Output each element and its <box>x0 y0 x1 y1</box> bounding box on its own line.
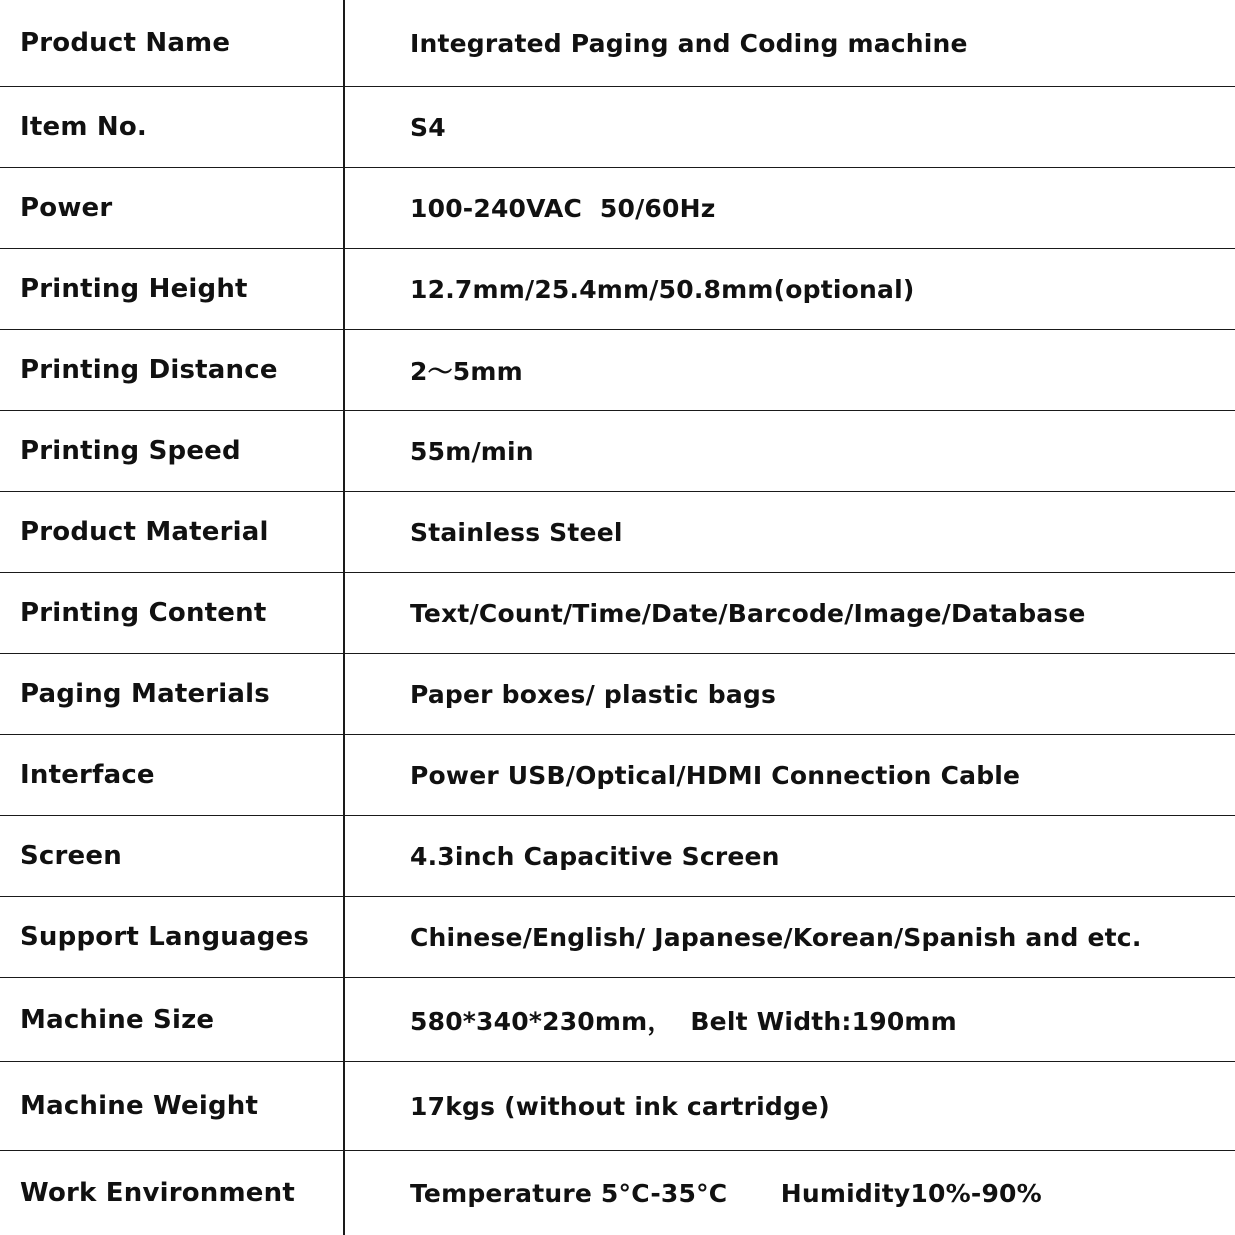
spec-value: Stainless Steel <box>410 517 623 547</box>
spec-row-screen <box>0 815 1235 896</box>
spec-value: Paper boxes/ plastic bags <box>410 679 777 709</box>
spec-row-printing-height <box>0 248 1235 329</box>
spec-label: Printing Distance <box>20 355 278 385</box>
spec-value: 2～5mm <box>410 357 523 386</box>
spec-label: Paging Materials <box>20 679 270 709</box>
spec-row-printing-speed <box>0 410 1235 491</box>
spec-row-machine-weight <box>0 1061 1235 1150</box>
spec-value: Chinese/English/ Japanese/Korean/Spanish and etc. <box>410 922 1142 952</box>
spec-value: 55m/min <box>410 436 534 466</box>
spec-value: 100-240VAC 50/60Hz <box>410 193 716 223</box>
spec-label: Work Environment <box>20 1178 295 1208</box>
spec-row-machine-size <box>0 977 1235 1061</box>
spec-value: 4.3inch Capacitive Screen <box>410 841 780 871</box>
spec-label: Product Name <box>20 28 231 58</box>
spec-row-printing-distance <box>0 329 1235 410</box>
spec-value: Power USB/Optical/HDMI Connection Cable <box>410 760 1021 790</box>
spec-row-item-no <box>0 86 1235 167</box>
spec-label: Printing Speed <box>20 436 241 466</box>
spec-value: Temperature 5°C-35°C Humidity10%-90% <box>410 1178 1042 1208</box>
spec-value: 580*340*230mm， Belt Width:190mm <box>410 1006 957 1036</box>
spec-value: S4 <box>410 112 446 142</box>
spec-label: Support Languages <box>20 922 310 952</box>
spec-row-power <box>0 167 1235 248</box>
spec-label: Printing Height <box>20 274 248 304</box>
spec-label: Power <box>20 193 113 223</box>
spec-row-support-languages <box>0 896 1235 977</box>
spec-value: Text/Count/Time/Date/Barcode/Image/Database <box>410 598 1086 628</box>
spec-label: Machine Size <box>20 1004 215 1035</box>
spec-label: Product Material <box>20 517 269 547</box>
spec-row-printing-content <box>0 572 1235 653</box>
spec-row-product-material <box>0 491 1235 572</box>
spec-label: Machine Weight <box>20 1091 259 1121</box>
spec-row-interface <box>0 734 1235 815</box>
spec-label: Printing Content <box>20 598 267 628</box>
spec-value: 12.7mm/25.4mm/50.8mm(optional) <box>410 274 915 304</box>
spec-row-paging-materials <box>0 653 1235 734</box>
spec-label: Screen <box>20 841 122 871</box>
spec-label: Item No. <box>20 112 147 142</box>
column-divider <box>343 0 345 1235</box>
spec-label: Interface <box>20 760 155 790</box>
spec-row-work-environment <box>0 1150 1235 1235</box>
spec-value: 17kgs (without ink cartridge) <box>410 1091 830 1121</box>
spec-row-product-name <box>0 0 1235 86</box>
spec-value: Integrated Paging and Coding machine <box>410 28 968 58</box>
